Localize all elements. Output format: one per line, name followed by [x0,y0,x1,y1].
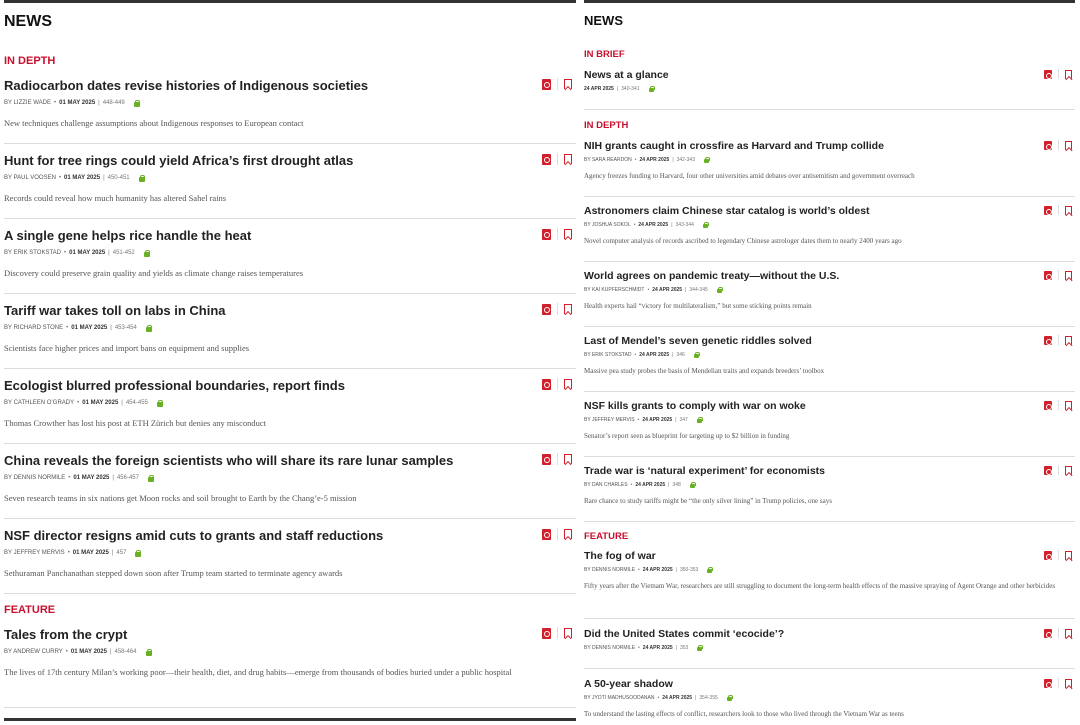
article-dek: The lives of 17th century Milan’s working poor—their health, diet, and drug habits—emerge from thousands of bodies buried under a public hospital [4,667,512,677]
article-title[interactable]: China reveals the foreign scientists who will share its rare lunar samples [4,453,454,468]
article-item [4,369,576,444]
bookmark-icon[interactable] [564,454,572,464]
pages: 451-452 [112,250,135,256]
bookmark-icon[interactable] [1065,206,1072,215]
pdf-icon[interactable] [542,379,551,390]
article-meta: BY KAI KUPFERSCHMIDT • 24 APR 2025 | 344-345 [584,286,1075,294]
article-meta: BY ERIK STOKSTAD • 24 APR 2025 | 346 [584,351,1075,359]
pdf-icon[interactable] [1044,401,1052,410]
pdf-icon[interactable] [1044,679,1052,688]
article-meta: BY DENNIS NORMILE • 24 APR 2025 | 350-353 [584,566,1075,574]
pdf-icon[interactable] [1044,336,1052,345]
bookmark-icon[interactable] [1065,629,1072,638]
article-item [584,457,1075,522]
article-actions [542,303,572,315]
bookmark-icon[interactable] [1065,679,1072,688]
lock-icon [144,250,150,257]
author: BY RICHARD STONE [4,325,64,331]
article-actions [542,528,572,540]
article-actions [542,153,572,165]
article-title[interactable]: The fog of war [584,550,656,562]
article-dek: Records could reveal how much humanity has altered Sahel rains [4,193,227,203]
author: BY JEFFREY MERVIS [584,417,635,423]
pages: 354-355 [699,695,718,701]
date: 24 APR 2025 [642,417,673,423]
article-meta: BY JEFFREY MERVIS • 01 MAY 2025 | 457 [4,548,576,558]
article-title[interactable]: NSF director resigns amid cuts to grants and staff reductions [4,528,384,543]
article-actions [542,378,572,390]
pdf-icon[interactable] [1044,466,1052,475]
article-title[interactable]: Hunt for tree rings could yield Africa’s first drought atlas [4,153,354,168]
article-meta: 24 APR 2025 | 340-341 [584,85,1075,93]
author: BY DENNIS NORMILE [584,567,636,573]
article-meta: BY CATHLEEN O’GRADY • 01 MAY 2025 | 454-455 [4,398,576,408]
bottom-rule [4,718,576,721]
lock-icon [694,352,699,358]
lock-icon [704,157,709,163]
pages: 344-345 [689,287,708,293]
article-meta: BY JEFFREY MERVIS • 24 APR 2025 | 347 [584,416,1075,424]
bookmark-icon[interactable] [564,628,572,638]
article-meta: BY RICHARD STONE • 01 MAY 2025 | 453-454 [4,323,576,333]
article-item [584,543,1075,619]
article-actions [1044,628,1072,638]
pdf-icon[interactable] [1044,271,1052,280]
bookmark-icon[interactable] [1065,336,1072,345]
date: 24 APR 2025 [584,86,614,92]
article-item [584,669,1075,725]
pages: 453-454 [114,325,137,331]
pages: 458-464 [114,649,137,655]
lock-icon [157,400,163,407]
author: BY PAUL VOOSEN [4,175,56,181]
lock-icon [146,649,152,656]
pdf-icon[interactable] [1044,629,1052,638]
article-item [584,619,1075,669]
article-actions [1044,550,1072,560]
bookmark-icon[interactable] [564,529,572,539]
article-meta: BY ANDREW CURRY • 01 MAY 2025 | 458-464 [4,647,576,657]
article-item [4,219,576,294]
lock-icon [727,695,732,701]
article-actions [1044,140,1072,150]
pages: 457 [116,550,127,556]
article-actions [542,453,572,465]
column-title: NEWS [4,13,52,30]
lock-icon [697,417,702,423]
pages: 454-455 [125,400,148,406]
article-dek: Massive pea study probes the basis of Mendelian traits and expands breeders’ toolbox [584,367,825,375]
lock-icon [649,86,654,92]
lock-icon [139,175,145,182]
author: BY JEFFREY MERVIS [4,550,65,556]
bookmark-icon[interactable] [1065,271,1072,280]
article-actions [1044,205,1072,215]
article-dek: Senator’s report seen as blueprint for targeting up to $2 billion in funding [584,432,790,440]
lock-icon [146,325,152,332]
article-item [4,294,576,369]
article-actions [542,228,572,240]
article-actions [1044,270,1072,280]
date: 24 APR 2025 [642,645,673,651]
column-title: NEWS [584,13,623,28]
article-dek: Sethuraman Panchanathan stepped down soon after Trump team started to terminate agency awards [4,568,343,578]
article-item [4,144,576,219]
article-title[interactable]: World agrees on pandemic treaty—without the U.S. [584,270,840,282]
pages: 450-451 [107,175,130,181]
date: 24 APR 2025 [635,482,666,488]
article-item [4,69,576,144]
date: 01 MAY 2025 [70,649,107,655]
date: 01 MAY 2025 [73,475,110,481]
date: 24 APR 2025 [639,352,670,358]
pdf-icon[interactable] [542,454,551,465]
author: BY ERIK STOKSTAD [4,250,62,256]
article-item [4,519,576,594]
pdf-icon[interactable] [1044,551,1052,560]
article-actions [1044,400,1072,410]
lock-icon [148,475,154,482]
bookmark-icon[interactable] [564,154,572,164]
article-dek: Novel computer analysis of records ascribed to legendary Chinese astrologer dates them to nearly 2400 years ago [584,237,902,245]
article-title[interactable]: NIH grants caught in crossfire as Harvard and Trump collide [584,140,884,152]
article-dek: Rare chance to study tariffs might be “the only silver lining” in Trump policies, one says [584,497,832,505]
article-actions [1044,69,1072,79]
pages: 342-343 [676,157,695,163]
article-item [4,444,576,519]
pdf-icon[interactable] [1044,70,1052,79]
article-meta: BY DENNIS NORMILE • 01 MAY 2025 | 456-457 [4,473,576,483]
section-label-feature: FEATURE [584,531,629,542]
pages: 343-344 [675,222,694,228]
date: 24 APR 2025 [642,567,673,573]
date: 01 MAY 2025 [72,550,109,556]
pages: 346 [676,352,685,358]
pdf-icon[interactable] [1044,206,1052,215]
author: BY LIZZIE WADE [4,100,52,106]
author: BY ERIK STOKSTAD [584,352,632,358]
article-dek: Discovery could preserve grain quality and yields as climate change raises temperatures [4,268,304,278]
lock-icon [703,222,708,228]
article-title[interactable]: Trade war is ‘natural experiment’ for economists [584,465,825,477]
article-title[interactable]: Tales from the crypt [4,627,128,642]
article-dek: Health experts hail “victory for multilateralism,” but some sticking points remain [584,302,812,310]
article-dek: Seven research teams in six nations get Moon rocks and soil brought to Earth by the Chang’e-5 mission [4,493,357,503]
article-item [584,262,1075,327]
article-meta: BY JOSHUA SOKOL • 24 APR 2025 | 343-344 [584,221,1075,229]
bookmark-icon[interactable] [564,304,572,314]
article-meta: BY ERIK STOKSTAD • 01 MAY 2025 | 451-452 [4,248,576,258]
pdf-icon[interactable] [542,154,551,165]
pages: 340-341 [621,86,640,92]
date: 01 MAY 2025 [82,400,119,406]
article-meta: BY DAN CHARLES • 24 APR 2025 | 348 [584,481,1075,489]
author: BY KAI KUPFERSCHMIDT [584,287,645,293]
date: 01 MAY 2025 [69,250,106,256]
lock-icon [707,567,712,573]
bookmark-icon[interactable] [1065,141,1072,150]
bookmark-icon[interactable] [1065,70,1072,79]
article-title[interactable]: Last of Mendel’s seven genetic riddles solved [584,335,812,347]
left-column [4,0,576,725]
date: 01 MAY 2025 [59,100,96,106]
author: BY ANDREW CURRY [4,649,63,655]
pdf-icon[interactable] [542,229,551,240]
pages: 456-457 [116,475,139,481]
pages: 348 [672,482,681,488]
lock-icon [135,550,141,557]
article-meta: BY LIZZIE WADE • 01 MAY 2025 | 448-449 [4,98,576,108]
article-actions [1044,465,1072,475]
article-title[interactable]: News at a glance [584,69,669,81]
article-item [584,61,1075,110]
article-title[interactable]: Ecologist blurred professional boundaries, report finds [4,378,345,393]
date: 24 APR 2025 [662,695,693,701]
pages: 448-449 [102,100,125,106]
lock-icon [717,287,722,293]
article-item [584,392,1075,457]
article-title[interactable]: Tariff war takes toll on labs in China [4,303,226,318]
article-item [584,197,1075,262]
bookmark-icon[interactable] [564,79,572,89]
lock-icon [134,100,140,107]
date: 24 APR 2025 [638,222,669,228]
bookmark-icon[interactable] [564,229,572,239]
article-title[interactable]: Radiocarbon dates revise histories of Indigenous societies [4,78,369,93]
lock-icon [690,482,695,488]
pdf-icon[interactable] [542,628,551,639]
author: BY DAN CHARLES [584,482,628,488]
pdf-icon[interactable] [542,304,551,315]
author: BY JYOTI MADHUSOODANAN [584,695,655,701]
date: 01 MAY 2025 [71,325,108,331]
article-title[interactable]: NSF kills grants to comply with war on woke [584,400,806,412]
pages: 347 [679,417,688,423]
article-title[interactable]: Did the United States commit ‘ecocide’? [584,628,785,640]
article-item [4,618,576,708]
article-dek: Agency freezes funding to Harvard, four other universities amid debates over antisemitism and government overreach [584,172,915,180]
section-label-in-depth: IN DEPTH [584,120,629,131]
bookmark-icon[interactable] [1065,401,1072,410]
article-title[interactable]: A 50-year shadow [584,678,673,690]
article-meta: BY JYOTI MADHUSOODANAN • 24 APR 2025 | 354-355 [584,694,1075,702]
article-dek: Scientists face higher prices and import bans on equipment and supplies [4,343,250,353]
author: BY CATHLEEN O’GRADY [4,400,75,406]
article-dek: To understand the lasting effects of conflict, researchers look to those who lived through the Vietnam War as teens [584,710,904,718]
pdf-icon[interactable] [542,529,551,540]
date: 24 APR 2025 [639,157,670,163]
article-meta: BY DENNIS NORMILE • 24 APR 2025 | 353 [584,644,1075,652]
article-title[interactable]: Astronomers claim Chinese star catalog is world’s oldest [584,205,870,217]
top-rule [584,0,1075,3]
author: BY DENNIS NORMILE [4,475,66,481]
bookmark-icon[interactable] [564,379,572,389]
bookmark-icon[interactable] [1065,551,1072,560]
pages: 353 [679,645,689,651]
article-dek: New techniques challenge assumptions about Indigenous responses to European contact [4,118,304,128]
article-dek: Thomas Crowther has lost his post at ETH Zürich but denies any misconduct [4,418,267,428]
bookmark-icon[interactable] [1065,466,1072,475]
pdf-icon[interactable] [1044,141,1052,150]
article-item [584,327,1075,392]
article-dek: Fifty years after the Vietnam War, researchers are still struggling to document the long-term health effects of the massive spraying of Agent Orange and other herbicides [584,582,1056,590]
section-label-in-depth: IN DEPTH [4,55,56,67]
article-actions [542,78,572,90]
author: BY DENNIS NORMILE [584,645,636,651]
pages: 350-353 [679,567,699,573]
article-title[interactable]: A single gene helps rice handle the heat [4,228,252,243]
pdf-icon[interactable] [542,79,551,90]
article-actions [1044,335,1072,345]
author: BY SARA REARDON [584,157,632,163]
article-actions [542,627,572,639]
section-label-in-brief: IN BRIEF [584,49,625,60]
lock-icon [697,645,702,651]
article-actions [1044,678,1072,688]
author: BY JOSHUA SOKOL [584,222,631,228]
date: 01 MAY 2025 [64,175,101,181]
article-item [584,132,1075,197]
right-column [584,0,1075,725]
article-meta: BY PAUL VOOSEN • 01 MAY 2025 | 450-451 [4,173,576,183]
date: 24 APR 2025 [652,287,683,293]
section-label-feature: FEATURE [4,604,56,616]
top-rule [4,0,576,3]
article-meta: BY SARA REARDON • 24 APR 2025 | 342-343 [584,156,1075,164]
